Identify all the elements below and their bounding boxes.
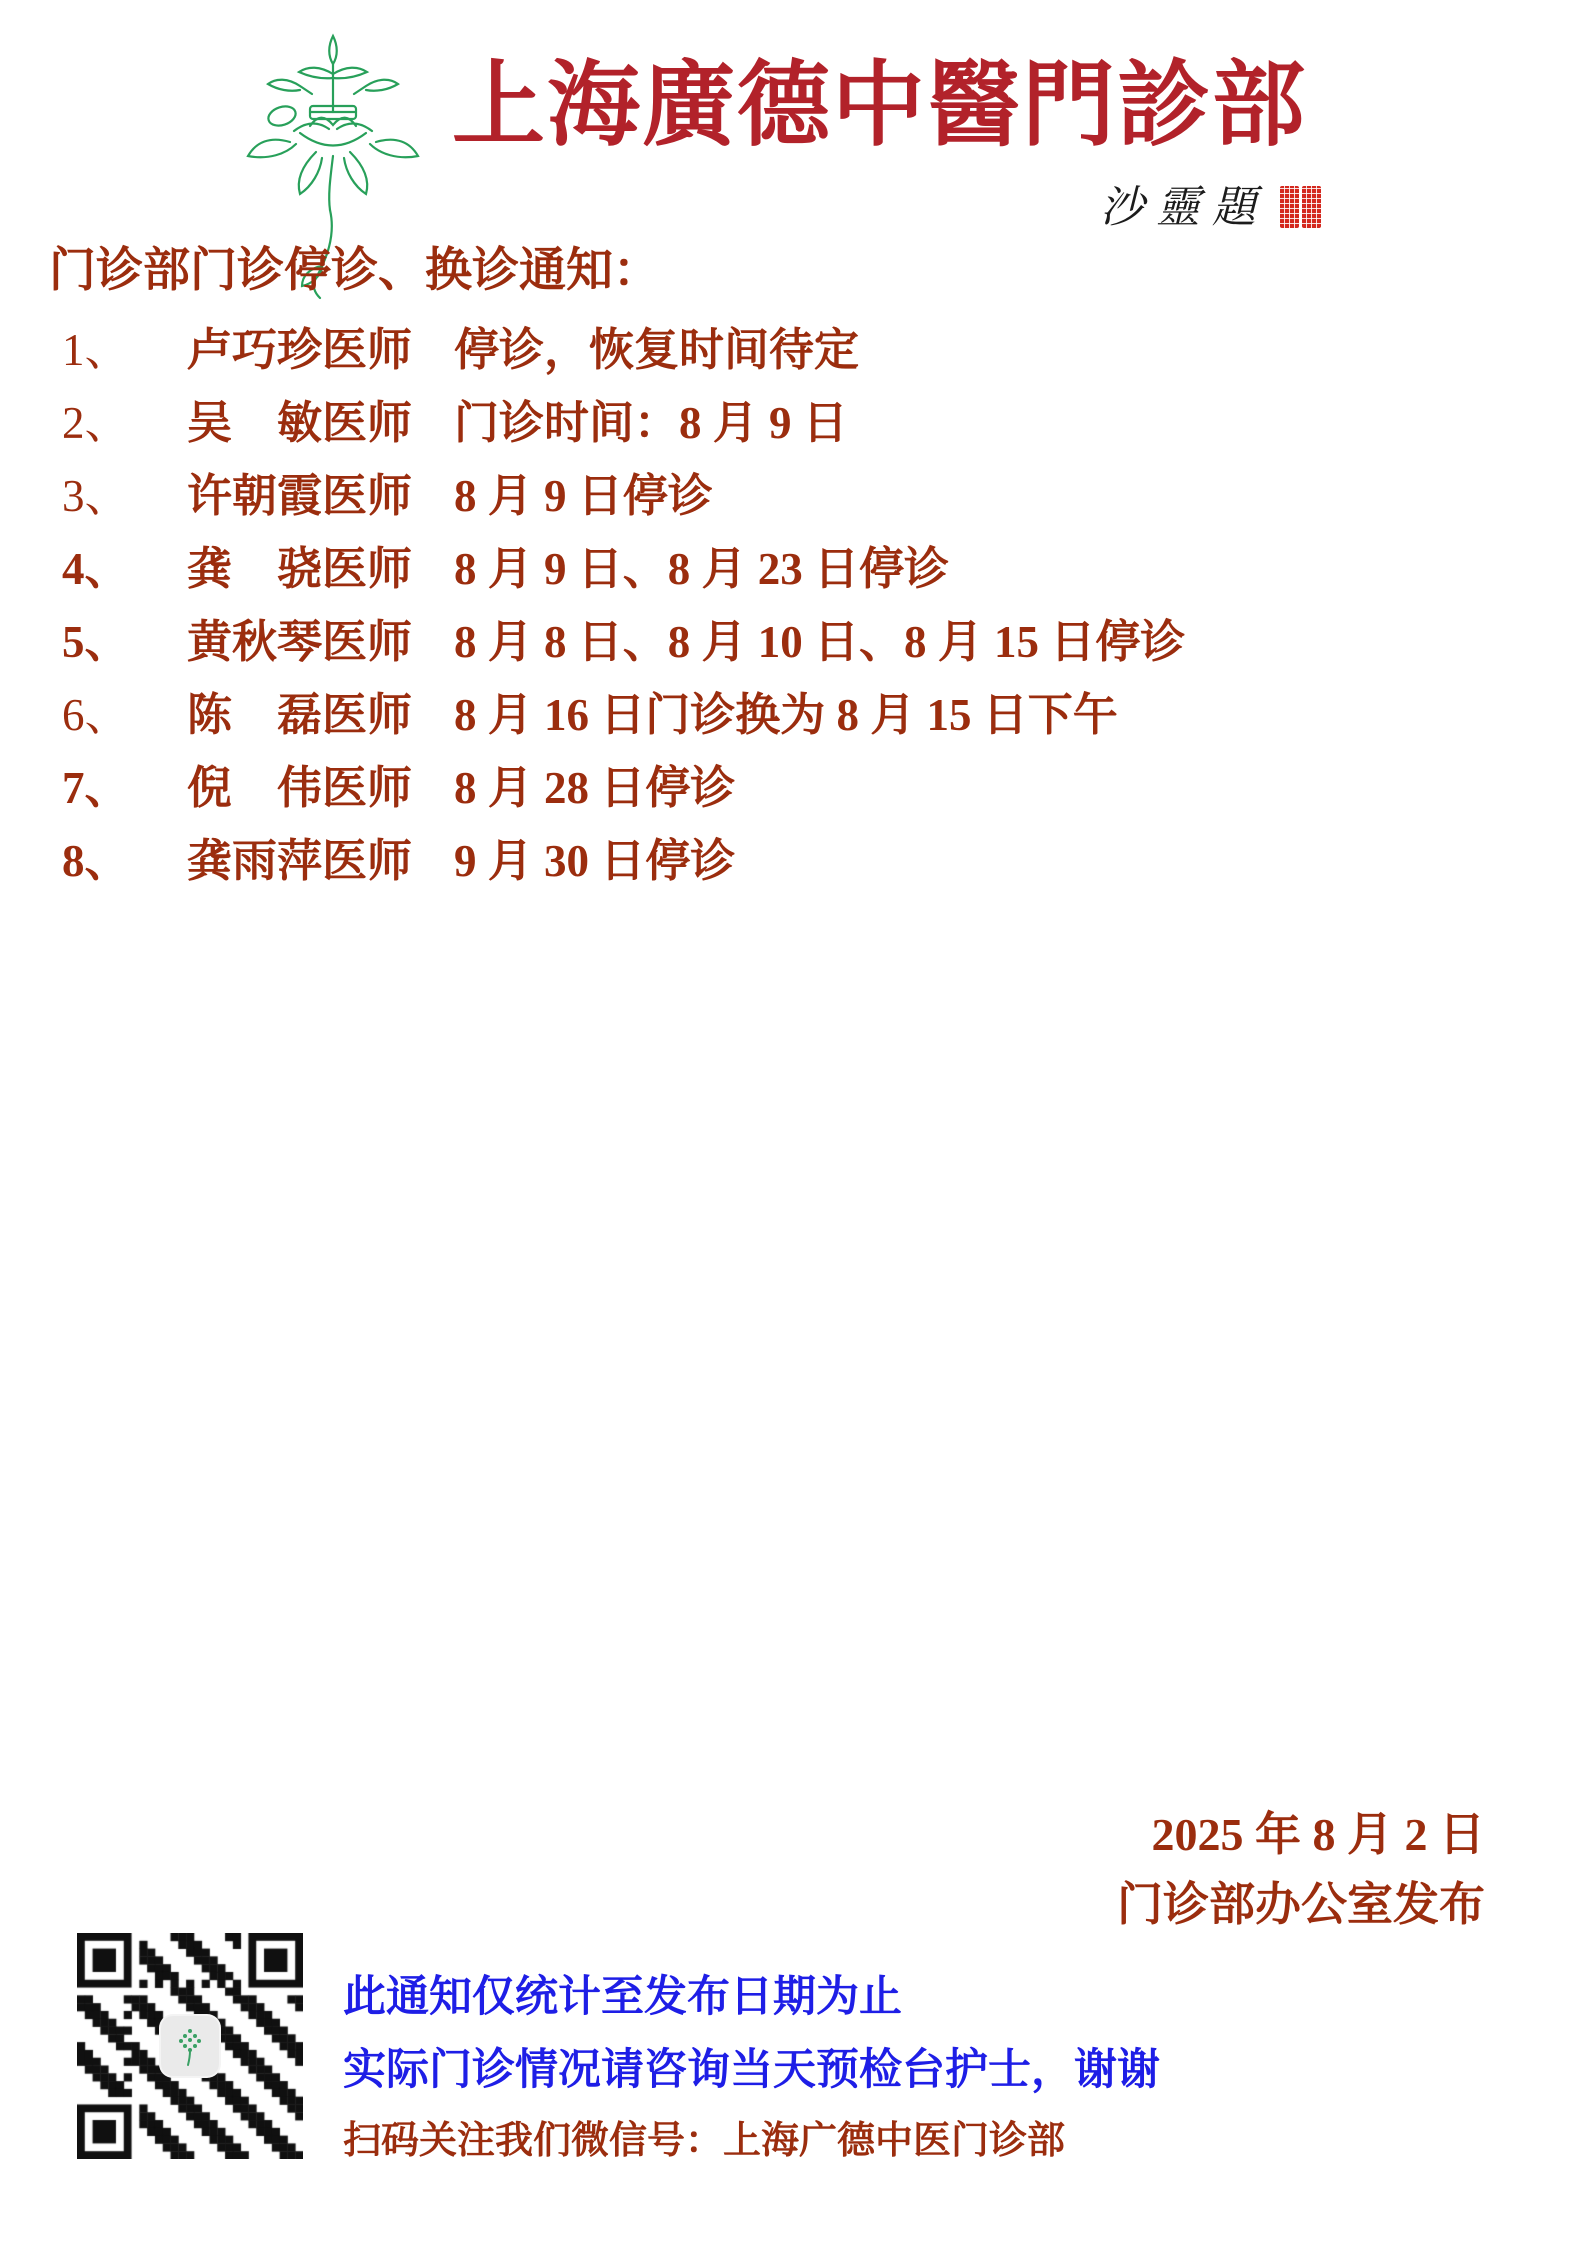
doctor-name: 龚 骁医师 xyxy=(187,544,413,594)
notice-list xyxy=(49,314,1309,898)
clinic-title: 上海廣德中醫門診部 xyxy=(452,55,1307,158)
calligrapher-signature: 沙靈題 xyxy=(1100,183,1268,232)
issuer-line: 门诊部办公室发布 xyxy=(1117,1879,1485,1930)
seal-stamps xyxy=(1280,186,1321,228)
notice-item xyxy=(49,460,1309,533)
notice-item xyxy=(49,533,1309,606)
item-number: 3、 xyxy=(62,471,130,521)
item-number: 8、 xyxy=(62,836,130,886)
item-number: 7、 xyxy=(62,763,130,813)
item-detail: 8 月 28 日停诊 xyxy=(454,763,736,813)
doctor-name: 黄秋琴医师 xyxy=(187,617,413,667)
seal-stamp-icon xyxy=(1280,186,1299,228)
issue-block xyxy=(1117,1800,1485,1940)
item-detail: 8 月 9 日、8 月 23 日停诊 xyxy=(454,544,950,594)
item-detail: 门诊时间：8 月 9 日 xyxy=(454,398,848,448)
qr-center-logo-icon xyxy=(161,2016,219,2076)
item-number: 5、 xyxy=(62,617,130,667)
doctor-name: 龚雨萍医师 xyxy=(187,836,413,886)
doctor-name: 卢巧珍医师 xyxy=(187,325,413,375)
note-line-1: 此通知仅统计至发布日期为止 xyxy=(343,1974,902,2021)
item-detail: 9 月 30 日停诊 xyxy=(454,836,736,886)
note-line-2: 实际门诊情况请咨询当天预检台护士，谢谢 xyxy=(343,2047,1160,2094)
item-number: 6、 xyxy=(62,690,130,740)
footer-notes xyxy=(343,1972,1160,2164)
notice-item xyxy=(49,679,1309,752)
notice-item xyxy=(49,314,1309,387)
issue-date: 2025 年 8 月 2 日 xyxy=(1151,1809,1485,1860)
notice-body xyxy=(49,240,1309,898)
doctor-name: 陈 磊医师 xyxy=(187,690,413,740)
item-detail: 停诊，恢复时间待定 xyxy=(454,325,860,375)
qr-caption: 扫码关注我们微信号：上海广德中医门诊部 xyxy=(343,2120,1066,2162)
seal-stamp-icon xyxy=(1302,186,1321,228)
item-number: 4、 xyxy=(62,544,130,594)
notice-item xyxy=(49,825,1309,898)
notice-item xyxy=(49,387,1309,460)
notice-heading: 门诊部门诊停诊、换诊通知： xyxy=(49,245,660,297)
doctor-name: 倪 伟医师 xyxy=(187,763,413,813)
wechat-qr-code xyxy=(77,1933,303,2159)
item-detail: 8 月 9 日停诊 xyxy=(454,471,713,521)
item-detail: 8 月 16 日门诊换为 8 月 15 日下午 xyxy=(454,690,1118,740)
item-number: 2、 xyxy=(62,398,130,448)
item-number: 1、 xyxy=(62,325,130,375)
doctor-name: 吴 敏医师 xyxy=(187,398,413,448)
notice-item xyxy=(49,606,1309,679)
doctor-name: 许朝霞医师 xyxy=(187,471,413,521)
notice-item xyxy=(49,752,1309,825)
item-detail: 8 月 8 日、8 月 10 日、8 月 15 日停诊 xyxy=(454,617,1186,667)
